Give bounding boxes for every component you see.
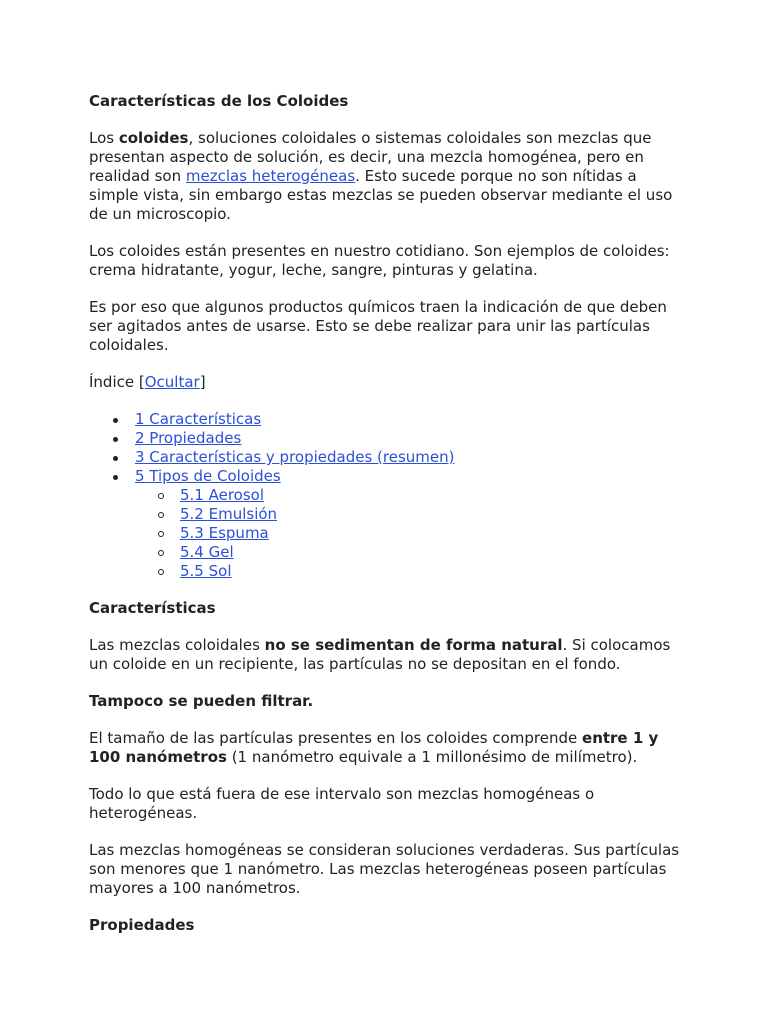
homogeneous-paragraph: Las mezclas homogéneas se consideran soluciones verdaderas. Sus partículas son menores que 1 nanómetro. Las mezclas heterogéneas poseen partículas mayores a 100 nanómetros. — [89, 841, 680, 897]
table-of-contents — [89, 410, 688, 581]
agitate-paragraph: Es por eso que algunos productos químicos traen la indicación de que deben ser agitados antes de usarse. Esto se debe realizar para unir las partículas coloidales. — [89, 298, 667, 354]
toc-subitem-espuma — [180, 524, 688, 543]
toc-link-tipos[interactable]: 5 Tipos de Coloides — [135, 467, 281, 485]
toc-item-resumen — [135, 448, 688, 467]
index-label — [89, 373, 688, 392]
size-paragraph — [89, 729, 688, 767]
index-label-text: Índice [ — [89, 373, 145, 391]
toc-link-aerosol[interactable]: 5.1 Aerosol — [180, 486, 265, 504]
intro-paragraph — [89, 129, 688, 224]
index-label-close: ] — [199, 373, 206, 391]
toc-item-propiedades — [135, 429, 688, 448]
toc-link-resumen[interactable]: 3 Características y propiedades (resumen) — [135, 448, 455, 466]
toc-link-espuma[interactable]: 5.3 Espuma — [180, 524, 269, 542]
size-text-2: (1 nanómetro equivale a 1 millonésimo de milímetro). — [226, 748, 638, 766]
toc-link-emulsion[interactable]: 5.2 Emulsión — [180, 505, 278, 523]
index-toggle-link[interactable]: Ocultar — [144, 373, 200, 391]
sedimentation-paragraph — [89, 636, 688, 674]
toc-subitem-aerosol — [180, 486, 688, 505]
toc-link-propiedades[interactable]: 2 Propiedades — [135, 429, 242, 447]
toc-link-caracteristicas[interactable]: 1 Características — [135, 410, 262, 428]
toc-subitem-emulsion — [180, 505, 688, 524]
link-mezclas-heterogeneas[interactable]: mezclas heterogéneas — [185, 167, 356, 185]
filter-paragraph — [89, 692, 688, 711]
section-heading-propiedades: Propiedades — [89, 916, 195, 934]
intro-text-2: , soluciones coloidales o sistemas coloidales son mezclas que presentan aspecto de solución, es decir, una mezcla homogénea, pero en realidad son — [89, 129, 652, 185]
toc-sublist — [135, 486, 688, 581]
toc-item-caracteristicas — [135, 410, 688, 429]
toc-link-gel[interactable]: 5.4 Gel — [180, 543, 234, 561]
toc-subitem-sol — [180, 562, 688, 581]
toc-subitem-gel — [180, 543, 688, 562]
sed-bold: no se sedimentan de forma natural — [264, 636, 563, 654]
size-text-1: El tamaño de las partículas presentes en los coloides comprende — [89, 729, 583, 747]
intro-text-3: . Esto sucede porque no son nítidas a simple vista, sin embargo estas mezclas se pueden observar mediante el uso de un microscopio. — [89, 167, 673, 223]
interval-paragraph: Todo lo que está fuera de ese intervalo son mezclas homogéneas o heterogéneas. — [89, 785, 595, 822]
toc-link-sol[interactable]: 5.5 Sol — [180, 562, 232, 580]
page-title: Características de los Coloides — [89, 92, 349, 110]
sed-text-2: . Si colocamos un coloide en un recipiente, las partículas no se depositan en el fondo. — [89, 636, 671, 673]
intro-text-1: Los — [89, 129, 119, 147]
examples-paragraph: Los coloides están presentes en nuestro cotidiano. Son ejemplos de coloides: crema hidratante, yogur, leche, sangre, pinturas y gelatina. — [89, 242, 670, 279]
size-bold: entre 1 y 100 nanómetros — [89, 729, 659, 766]
filter-bold: Tampoco se pueden filtrar. — [89, 692, 314, 710]
sed-text-1: Las mezclas coloidales — [89, 636, 265, 654]
intro-bold-coloides: coloides — [118, 129, 189, 147]
toc-item-tipos — [135, 467, 688, 581]
section-heading-caracteristicas: Características — [89, 599, 216, 617]
